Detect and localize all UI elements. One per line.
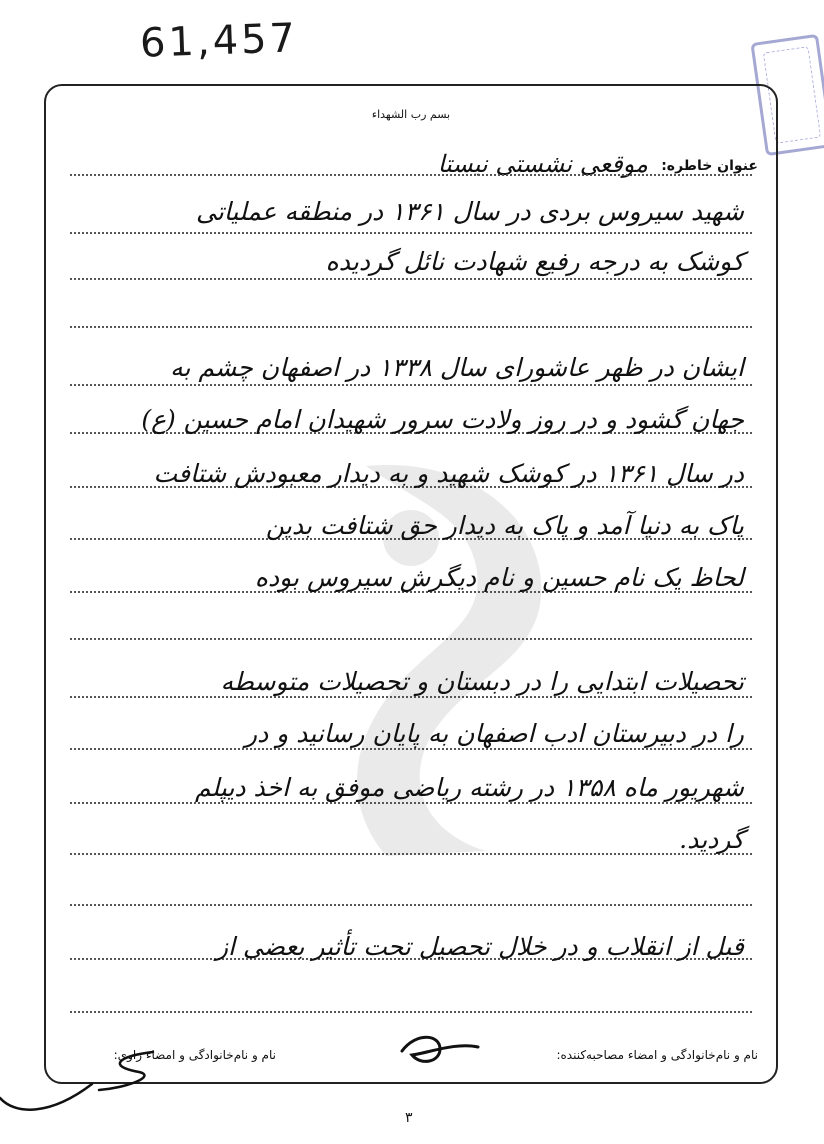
- memo-title-value: موقعی نشستی نیستا: [437, 150, 648, 178]
- interviewer-signature: [398, 1031, 483, 1073]
- handwritten-line: در سال ۱۳۶۱ در کوشک شهید و به دیدار معبودش شتافت: [153, 459, 744, 488]
- ruled-line: [70, 326, 752, 328]
- memo-form: [44, 84, 778, 1084]
- handwritten-archive-number: 61,457: [139, 15, 299, 67]
- page-number: ۳: [405, 1110, 413, 1126]
- handwritten-line: تحصیلات ابتدایی را در دبستان و تحصیلات متوسطه: [220, 667, 744, 696]
- ruled-line: [70, 232, 752, 234]
- ruled-line: [70, 853, 752, 855]
- ruled-line: [70, 278, 752, 280]
- handwritten-line: گردید.: [679, 825, 744, 854]
- handwritten-line: را در دبیرستان ادب اصفهان به پایان رسانید و در: [245, 719, 744, 748]
- handwritten-line: شهریور ماه ۱۳۵۸ در رشته ریاضی موفق به اخذ دیپلم: [195, 773, 744, 802]
- handwritten-line: ایشان در ظهر عاشورای سال ۱۳۳۸ در اصفهان چشم به: [170, 353, 744, 382]
- interviewer-label: نام و نام‌خانوادگی و امضاء مصاحبه‌کننده:: [556, 1048, 758, 1062]
- handwritten-line: کوشک به درجه رفیع شهادت نائل گردیده: [325, 247, 744, 276]
- margin-signature-stroke: [0, 1060, 110, 1120]
- header-basmala: بسم رب الشهداء: [371, 108, 451, 121]
- ruled-line: [70, 174, 752, 176]
- handwritten-line: شهید سیروس بردی در سال ۱۳۶۱ در منطقه عملیاتی: [195, 197, 744, 226]
- ruled-line: [70, 904, 752, 906]
- handwritten-line: لحاظ یک نام حسین و نام دیگرش سیروس بوده: [254, 563, 744, 592]
- handwritten-line: قبل از انقلاب و در خلال تحصیل تحت تأثیر بعضی از: [215, 932, 744, 961]
- ruled-line: [70, 384, 752, 386]
- narrator-label: نام و نام‌خانوادگی و امضاء راوی:: [113, 1048, 276, 1062]
- handwritten-line: جهان گشود و در روز ولادت سرور شهیدان امام حسین (ع): [141, 405, 744, 434]
- memo-title-label: عنوان خاطره:: [661, 158, 758, 174]
- ruled-line: [70, 1011, 752, 1013]
- ruled-line: [70, 638, 752, 640]
- handwritten-line: پاک به دنیا آمد و پاک به دیدار حق شتافت بدین: [265, 511, 744, 540]
